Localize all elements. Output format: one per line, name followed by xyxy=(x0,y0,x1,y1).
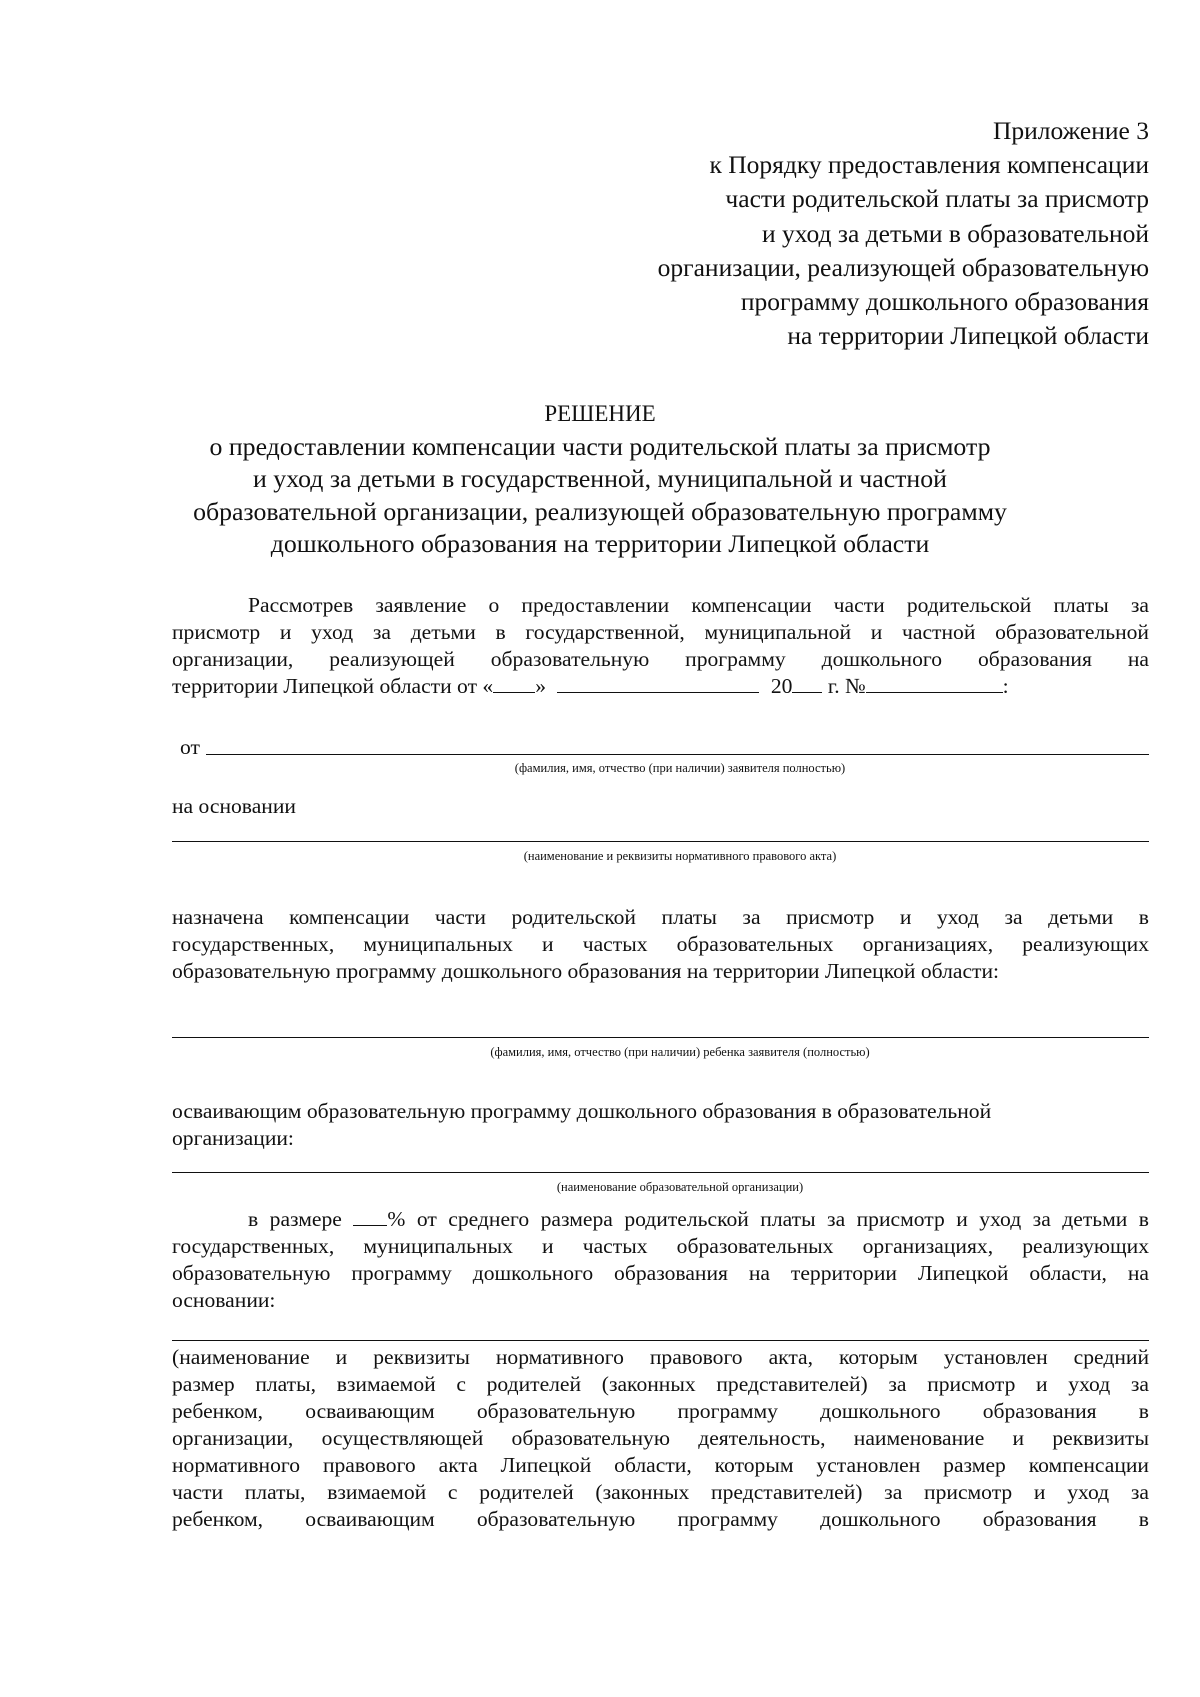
decision-title xyxy=(150,398,1050,561)
appendix-header xyxy=(560,114,1149,353)
basis-explanation-line: части платы, взимаемой с родителей (законных представителей) за присмотр и уход за xyxy=(172,1480,1149,1504)
mastering-line: осваивающим образовательную программу дошкольного образования в образовательной xyxy=(172,1099,992,1123)
appendix-line: части родительской платы за присмотр xyxy=(725,184,1149,214)
amount-line: государственных, муниципальных и частых образовательных организациях, реализующих xyxy=(172,1234,1149,1258)
mastering-line: организации: xyxy=(172,1126,294,1150)
appendix-line: на территории Липецкой области xyxy=(787,321,1149,351)
percent-blank[interactable] xyxy=(353,1207,387,1226)
intro-line: организации, реализующей образовательную программу дошкольного образования на xyxy=(172,647,1149,671)
amount-suffix: % от среднего размера родительской платы за присмотр и уход за детьми в xyxy=(387,1207,1149,1231)
appendix-line: организации, реализующей образовательную xyxy=(657,252,1149,282)
amount-paragraph xyxy=(172,1206,1149,1314)
basis-explanation xyxy=(172,1344,1149,1533)
child-input-line[interactable] xyxy=(172,1037,1149,1038)
basis-explanation-line: организации, осуществляющей образовательную деятельность, наименование и реквизиты xyxy=(172,1426,1149,1450)
month-blank[interactable] xyxy=(557,674,759,693)
basis-input-line[interactable] xyxy=(172,841,1149,842)
from-caption: (фамилия, имя, отчество (при наличии) заявителя полностью) xyxy=(514,761,846,775)
intro-line: Рассмотрев заявление о предоставлении компенсации части родительской платы за xyxy=(248,593,1149,617)
from-input-line[interactable] xyxy=(206,754,1149,755)
intro-text: территории Липецкой области от « xyxy=(172,674,494,698)
amount-prefix: в размере xyxy=(248,1207,342,1231)
title-line: о предоставлении компенсации части родительской платы за присмотр xyxy=(209,431,991,461)
assigned-line: образовательную программу дошкольного образования на территории Липецкой области: xyxy=(172,959,1000,983)
assigned-line: государственных, муниципальных и частых образовательных организациях, реализующих xyxy=(172,932,1149,956)
org-caption: (наименование образовательной организации) xyxy=(556,1180,804,1194)
basis-explanation-input-line[interactable] xyxy=(172,1340,1149,1341)
basis-explanation-line: ребенком, осваивающим образовательную программу дошкольного образования в xyxy=(172,1399,1149,1423)
basis-explanation-line: ребенком, осваивающим образовательную программу дошкольного образования в xyxy=(172,1507,1149,1531)
appendix-line: Приложение 3 xyxy=(993,116,1149,145)
amount-line: образовательную программу дошкольного образования на территории Липецкой области, на xyxy=(172,1261,1149,1285)
intro-end: : xyxy=(1002,674,1009,698)
amount-line: основании: xyxy=(172,1288,276,1312)
basis-explanation-line: размер платы, взимаемой с родителей (законных представителей) за присмотр и уход за xyxy=(172,1372,1149,1396)
child-caption: (фамилия, имя, отчество (при наличии) ребенка заявителя (полностью) xyxy=(490,1045,870,1059)
title-line: и уход за детьми в государственной, муниципальной и частной xyxy=(253,464,947,494)
intro-paragraph xyxy=(172,592,1149,700)
appendix-line: к Порядку предоставления компенсации xyxy=(709,150,1149,180)
title-line: дошкольного образования на территории Липецкой области xyxy=(270,529,930,559)
intro-last-line xyxy=(172,673,1149,700)
quote-close: » xyxy=(535,674,546,698)
basis-explanation-line: (наименование и реквизиты нормативного правового акта, которым установлен средний xyxy=(172,1345,1149,1369)
assigned-line: назначена компенсации части родительской платы за присмотр и уход за детьми в xyxy=(172,905,1149,929)
year-prefix: 20 xyxy=(770,674,793,698)
appendix-line: и уход за детьми в образовательной xyxy=(761,218,1149,248)
assigned-paragraph xyxy=(172,904,1149,985)
basis-label: на основании xyxy=(172,794,296,818)
basis-explanation-line: нормативного правового акта Липецкой области, которым установлен размер компенсации xyxy=(172,1453,1149,1477)
mastering-paragraph xyxy=(172,1098,1149,1152)
org-input-line[interactable] xyxy=(172,1172,1149,1173)
amount-first-line xyxy=(172,1206,1149,1233)
intro-line: присмотр и уход за детьми в государственной, муниципальной и частной образовательной xyxy=(172,620,1149,644)
basis-caption: (наименование и реквизиты нормативного правового акта) xyxy=(523,849,837,863)
from-label: от xyxy=(180,735,200,759)
number-label: г. № xyxy=(827,674,866,698)
day-blank[interactable] xyxy=(493,674,535,693)
year-blank[interactable] xyxy=(792,674,822,693)
title-line: образовательной организации, реализующей образовательную программу xyxy=(193,496,1007,526)
number-blank[interactable] xyxy=(866,674,1003,693)
decision-heading: РЕШЕНИЕ xyxy=(544,401,656,426)
appendix-line: программу дошкольного образования xyxy=(740,287,1149,317)
